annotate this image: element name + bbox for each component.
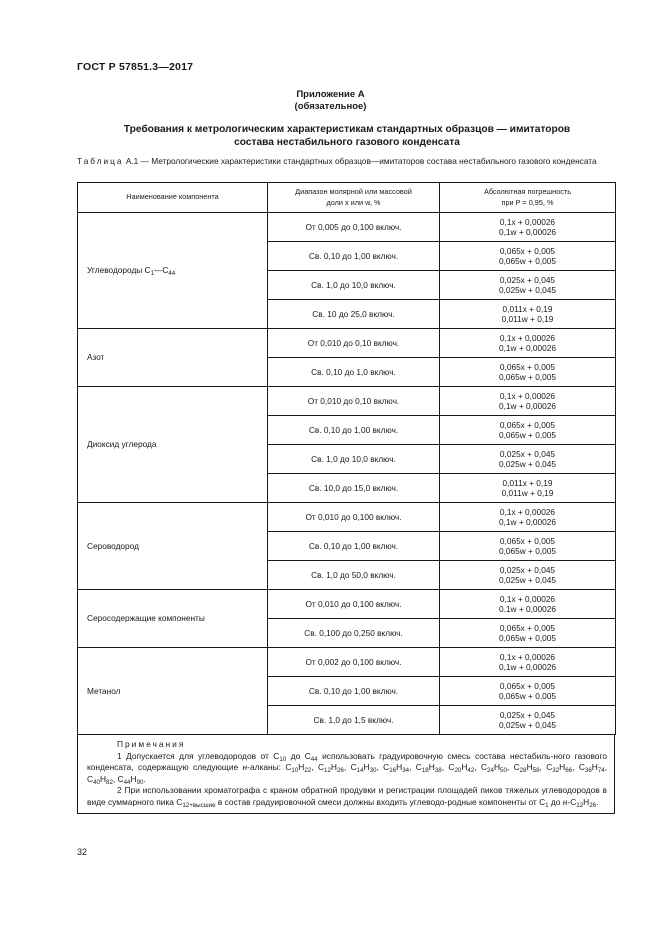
error-formula-w: 0,065w + 0,005	[499, 430, 556, 440]
range-cell: Св. 0,10 до 1,00 включ.	[268, 532, 440, 561]
error-cell	[440, 648, 616, 677]
error-cell	[440, 358, 616, 387]
table-row	[78, 213, 616, 242]
error-cell	[440, 213, 616, 242]
component-name: Диоксид углерода	[78, 387, 268, 503]
range-cell: От 0,010 до 0,100 включ.	[268, 503, 440, 532]
section-title-line1: Требования к метрологическим характеристикам стандартных образцов — имитаторов	[123, 124, 571, 135]
range-cell: Св. 0,10 до 1,00 включ.	[268, 677, 440, 706]
error-formula-x: 0,065x + 0,005	[499, 361, 556, 372]
error-cell	[440, 677, 616, 706]
component-name: Углеводороды $С_1—С_{44}$	[78, 213, 268, 329]
error-formula-x: 0,1x + 0,00026	[499, 332, 556, 343]
table-row	[78, 648, 616, 677]
header-component: Наименование компонента	[78, 183, 268, 213]
metrology-table-container	[77, 182, 615, 814]
range-cell: Св. 0,10 до 1,00 включ.	[268, 416, 440, 445]
error-formula-x: 0,065x + 0,005	[499, 419, 556, 430]
error-cell	[440, 474, 616, 503]
error-formula-x: 0,025x + 0,045	[499, 709, 556, 720]
error-formula-x: 0,1x + 0,00026	[499, 593, 556, 604]
error-formula-x: 0,025x + 0,045	[499, 274, 556, 285]
range-cell: Св. 0,100 до 0,250 включ.	[268, 619, 440, 648]
page-number: 32	[77, 847, 88, 857]
error-formula-x: 0,1x + 0,00026	[499, 216, 556, 227]
component-name: Сероводород	[78, 503, 268, 590]
error-formula-w: 0,025w + 0,045	[499, 285, 556, 295]
metrology-table	[77, 182, 616, 735]
table-caption	[77, 156, 617, 167]
error-formula-x: 0,011x + 0,19	[502, 477, 553, 488]
error-formula-x: 0,1x + 0,00026	[499, 506, 556, 517]
range-cell: Св. 1,0 до 10,0 включ.	[268, 271, 440, 300]
error-cell	[440, 242, 616, 271]
header-error	[440, 183, 616, 213]
error-formula-x: 0,065x + 0,005	[499, 622, 556, 633]
component-name: Азот	[78, 329, 268, 387]
error-formula-w: 0,025w + 0,045	[499, 720, 556, 730]
table-body	[78, 213, 616, 735]
component-name: Метанол	[78, 648, 268, 735]
note-1: 1 Допускается для углеводородов от $С_{10}$ до $С_{44}$ использовать градуировочную смесь состава нестабиль-ного газового конденсата, содержащую следующие н-алканы: $С_{10}Н_{22}$, $С_{12}Н_{26}$, $С_{14}Н_{30}$, $С_{16}Н_{34}$, $С_{18}Н_{38}$, $С_{20}Н_{42}$, $С_{24}Н_{50}$, $С_{28}Н_{58}$, $С_{32}Н_{66}$, $С_{36}Н_{74}$, $С_{40}Н_{82}$, $С_{44}Н_{90}$.	[87, 750, 608, 786]
error-cell	[440, 416, 616, 445]
range-cell: Св. 1,0 до 50,0 включ.	[268, 561, 440, 590]
annex-title: Приложение А	[296, 89, 365, 100]
header-range	[268, 183, 440, 213]
table-caption-text: А.1 — Метрологические характеристики стандартных образцов—имитаторов состава нестабильного газового конденсата	[123, 156, 597, 166]
error-cell	[440, 271, 616, 300]
error-formula-w: 0,1w + 0,00026	[499, 343, 556, 353]
error-cell	[440, 503, 616, 532]
error-formula-w: 0,065w + 0,005	[499, 633, 556, 643]
error-formula-w: 0,1w + 0,00026	[499, 227, 556, 237]
section-title-line2: состава нестабильного газового конденсата	[234, 137, 460, 148]
range-cell: Св. 10 до 25,0 включ.	[268, 300, 440, 329]
table-notes	[77, 735, 615, 814]
range-cell: От 0,010 до 0,10 включ.	[268, 329, 440, 358]
error-formula-w: 0,065w + 0,005	[499, 546, 556, 556]
table-row	[78, 387, 616, 416]
error-formula-w: 0,065w + 0,005	[499, 691, 556, 701]
error-cell	[440, 300, 616, 329]
error-formula-x: 0,025x + 0,045	[499, 448, 556, 459]
header-range-line2: доли x или w, %	[326, 197, 381, 207]
error-formula-w: 0,065w + 0,005	[499, 256, 556, 266]
document-code: ГОСТ Р 57851.3—2017	[77, 61, 194, 73]
error-formula-x: 0,1x + 0,00026	[499, 651, 556, 662]
error-formula-w: 0,025w + 0,045	[499, 459, 556, 469]
notes-heading: Примечания	[117, 739, 186, 749]
range-cell: От 0,002 до 0,100 включ.	[268, 648, 440, 677]
range-cell: Св. 1,0 до 10,0 включ.	[268, 445, 440, 474]
table-header-row	[78, 183, 616, 213]
range-cell: От 0,005 до 0,100 включ.	[268, 213, 440, 242]
error-formula-w: 0,011w + 0,19	[501, 314, 554, 324]
error-formula-w: 0,025w + 0,045	[499, 575, 556, 585]
range-cell: Св. 1,0 до 1,5 включ.	[268, 706, 440, 735]
error-cell	[440, 590, 616, 619]
error-formula-w: 0,065w + 0,005	[499, 372, 556, 382]
header-range-line1: Диапазон молярной или массовой	[295, 187, 412, 197]
error-cell	[440, 329, 616, 358]
error-formula-x: 0,065x + 0,005	[499, 535, 556, 546]
header-error-line2: при P = 0,95, %	[501, 197, 554, 207]
error-formula-w: 0,011w + 0,19	[501, 488, 554, 498]
note-2: 2 При использовании хроматографа с краном обратной продувки и регистрации площадей пиков тяжелых углеводородов в виде суммарного пика $С_{12+высшие}$ в состав градуировочной смеси должны входить углеводо-родные компоненты от $С_1$ до $н-С_{12}Н_{26}$.	[87, 785, 607, 809]
error-cell	[440, 706, 616, 735]
error-cell	[440, 387, 616, 416]
error-formula-w: 0,1w + 0,00026	[499, 517, 556, 527]
range-cell: От 0,010 до 0,10 включ.	[268, 387, 440, 416]
error-formula-x: 0,065x + 0,005	[499, 680, 556, 691]
component-name: Серосодержащие компоненты	[78, 590, 268, 648]
error-formula-x: 0,011x + 0,19	[502, 303, 553, 314]
error-formula-w: 0,1w + 0,00026	[499, 401, 556, 411]
error-cell	[440, 561, 616, 590]
table-caption-label: Таблица	[77, 156, 124, 166]
annex-status: (обязательное)	[294, 101, 367, 112]
range-cell: Св. 0,10 до 1,00 включ.	[268, 242, 440, 271]
range-cell: Св. 0,10 до 1,0 включ.	[268, 358, 440, 387]
error-formula-x: 0,025x + 0,045	[499, 564, 556, 575]
range-cell: Св. 10,0 до 15,0 включ.	[268, 474, 440, 503]
header-error-line1: Абсолютная погрешность	[483, 187, 572, 197]
error-formula-x: 0,065x + 0,005	[499, 245, 556, 256]
table-row	[78, 329, 616, 358]
table-row	[78, 590, 616, 619]
error-formula-w: 0,1w + 0,00026	[499, 662, 556, 672]
error-cell	[440, 619, 616, 648]
range-cell: От 0,010 до 0,100 включ.	[268, 590, 440, 619]
error-formula-w: 0.1w + 0,00026	[499, 604, 556, 614]
section-title	[77, 123, 617, 149]
error-formula-x: 0,1x + 0,00026	[499, 390, 556, 401]
table-row	[78, 503, 616, 532]
error-cell	[440, 532, 616, 561]
error-cell	[440, 445, 616, 474]
